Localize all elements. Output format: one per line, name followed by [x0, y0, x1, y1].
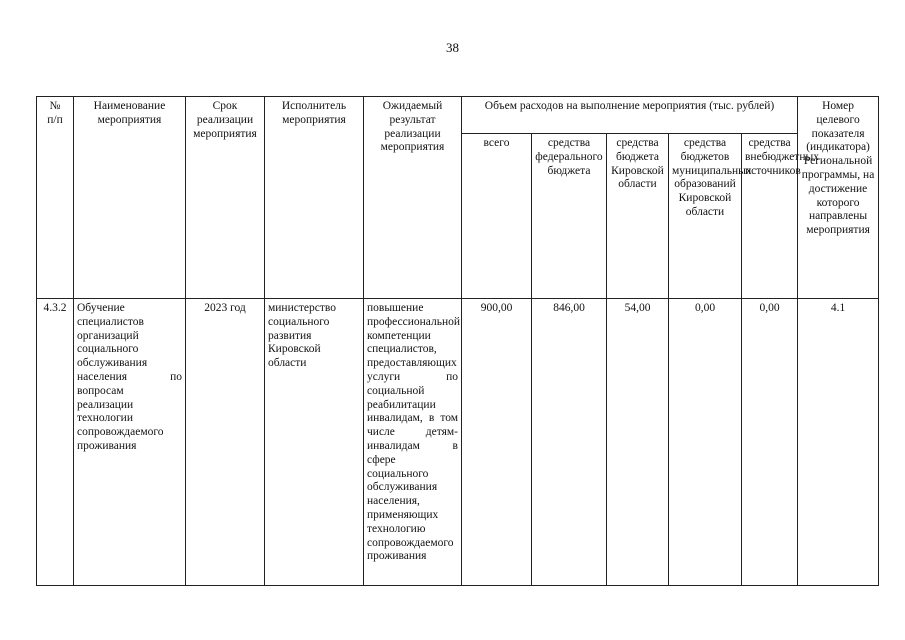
header-total: всего: [462, 134, 532, 299]
cell-num: 4.3.2: [37, 299, 74, 586]
cell-executor: министерство социального развития Кировской области: [265, 299, 364, 586]
header-name: Наименование мероприятия: [74, 97, 186, 299]
cell-municipal: 0,00: [669, 299, 742, 586]
cell-result: повышение профессиональной компетенции специалистов, предоставляющих услуги по социальной реабилитации инвалидам, в том числе детям-инвалидам в сфере социального обслуживания населения, применяющих технологию сопровождаемого проживания: [364, 299, 462, 586]
header-indicator: Номер целевого показателя (индикатора) Региональной программы, на достижение которого направлены мероприятия: [798, 97, 879, 299]
cell-regional: 54,00: [607, 299, 669, 586]
cell-federal: 846,00: [532, 299, 607, 586]
header-result: Ожидаемый результат реализации мероприятия: [364, 97, 462, 299]
activities-table: [36, 96, 879, 586]
header-regional: средства бюджета Кировской области: [607, 134, 669, 299]
cell-indicator: 4.1: [798, 299, 879, 586]
header-extra: средства внебюджетных источников: [742, 134, 798, 299]
header-executor: Исполнитель мероприятия: [265, 97, 364, 299]
header-term: Срок реализации мероприятия: [186, 97, 265, 299]
cell-extra: 0,00: [742, 299, 798, 586]
header-num: № п/п: [37, 97, 74, 299]
cell-total: 900,00: [462, 299, 532, 586]
header-municipal: средства бюджетов муниципальных образований Кировской области: [669, 134, 742, 299]
table-row: [37, 299, 879, 586]
header-federal: средства федерального бюджета: [532, 134, 607, 299]
header-expenses-group: Объем расходов на выполнение мероприятия (тыс. рублей): [462, 97, 798, 134]
page-number: 38: [446, 40, 459, 55]
cell-term: 2023 год: [186, 299, 265, 586]
cell-name: Обучение специалистов организаций социального обслуживания населения по вопросам реализации технологии сопровождаемого проживания: [74, 299, 186, 586]
